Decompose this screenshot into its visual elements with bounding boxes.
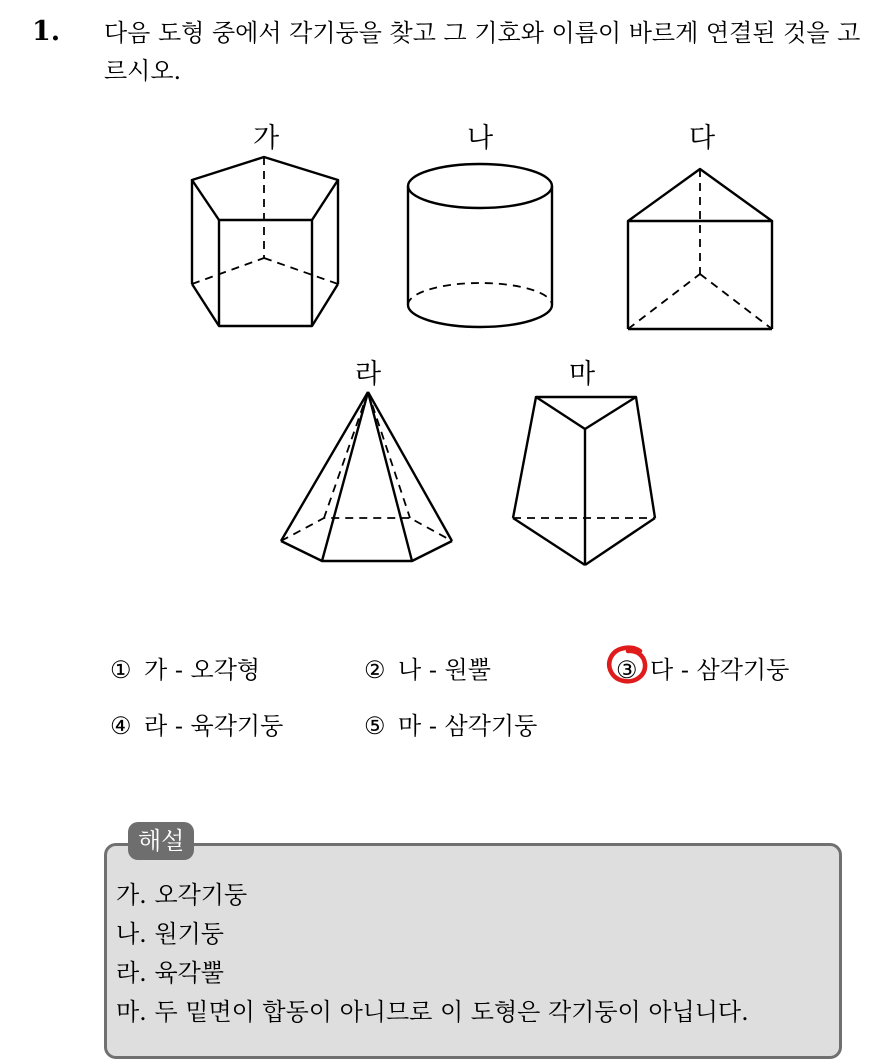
choice-text: 라 - 육각기둥 [144,712,284,740]
choice-number: ① [110,656,132,684]
shape-label-ga: 가 [252,123,280,154]
explanation-line: 가. 오각기둥 [116,881,248,909]
choice-number: ② [364,656,386,684]
choice-text: 다 - 삼각기둥 [650,656,790,684]
choice-number: ⑤ [364,712,386,740]
choice-text: 마 - 삼각기둥 [398,712,538,740]
explanation-line: 라. 육각뿔 [116,959,224,987]
explanation-title: 해설 [128,822,194,860]
choice-4[interactable] [110,706,283,741]
shape-label-na: 나 [466,123,494,154]
shape-label-ma: 마 [568,359,596,390]
explanation-lines [116,876,749,1032]
explanation-line: 마. 두 밑면이 합동이 아니므로 이 도형은 각기둥이 아닙니다. [116,998,749,1026]
choice-number: ③ [616,656,638,684]
explanation-line: 나. 원기둥 [116,920,224,948]
shape-label-da: 다 [688,123,716,154]
answer-circle-mark-icon [606,645,650,685]
question-number: 1. [32,16,61,47]
choice-text: 나 - 원뿔 [398,656,491,684]
choice-1[interactable] [110,650,260,685]
choice-text: 가 - 오각형 [144,656,261,684]
question-text: 다음 도형 중에서 각기둥을 찾고 그 기호와 이름이 바르게 연결된 것을 고르시오. [104,19,861,85]
choice-2[interactable] [364,650,491,685]
choice-5[interactable] [364,706,537,741]
shape-label-ra: 라 [354,359,382,390]
choice-number: ④ [110,712,132,740]
